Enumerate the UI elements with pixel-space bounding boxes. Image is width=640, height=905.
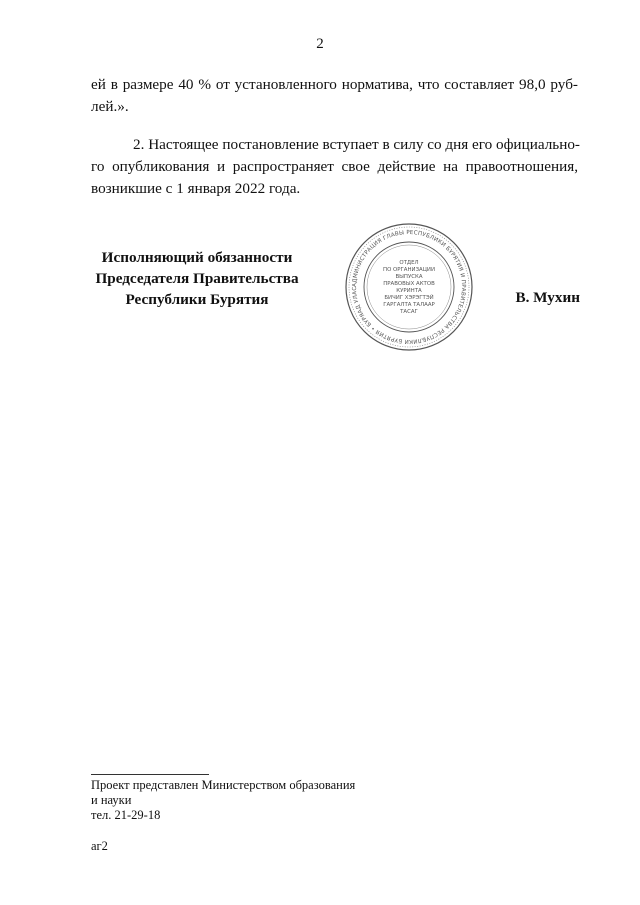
official-seal-stamp <box>344 222 474 352</box>
signatory-title-line: Республики Бурятия <box>125 291 269 308</box>
footer-line: тел. 21-29-18 <box>91 808 161 822</box>
seal-center-text: КУРИНТА <box>396 288 422 294</box>
footer-divider <box>91 774 209 775</box>
svg-text:АДМИНИСТРАЦИЯ ГЛАВЫ РЕСПУБЛИКИ <box>352 230 466 344</box>
seal-center-text: ОТДЕЛ <box>399 260 419 266</box>
page-number: 2 <box>316 36 324 52</box>
footer-line: и науки <box>91 793 132 807</box>
seal-center-text: ТАСАГ <box>400 309 418 315</box>
paragraph-line: 2. Настоящее постановление вступает в силу со дня его официально- <box>133 136 580 153</box>
seal-center-text: ГАРГАЛТА ТАЛААР <box>383 302 435 308</box>
footer-note <box>91 778 411 823</box>
paragraph-continuation <box>91 74 578 118</box>
signatory-name: В. Мухин <box>515 289 580 306</box>
seal-center-text: ВЫПУСКА <box>395 274 423 280</box>
signatory-title-line: Председателя Правительства <box>95 270 299 287</box>
footer-line: Проект представлен Министерством образования <box>91 778 356 792</box>
signatory-title-line: Исполняющий обязанности <box>101 249 293 266</box>
seal-center-text: ПРАВОВЫХ АКТОВ <box>383 281 435 287</box>
paragraph-effective-date <box>91 134 578 200</box>
paragraph-line: возникшие с 1 января 2022 года. <box>91 180 301 197</box>
paragraph-line: го опубликования и распространяет свое действие на правоотношения, <box>91 158 578 175</box>
signatory-title <box>91 247 303 310</box>
document-reference-code: аг2 <box>91 839 108 853</box>
paragraph-line: ей в размере 40 % от установленного норматива, что составляет 98,0 руб- <box>91 76 578 93</box>
paragraph-line: лей.». <box>91 98 129 115</box>
seal-ring-text: АДМИНИСТРАЦИЯ ГЛАВЫ РЕСПУБЛИКИ БУРЯТИЯ И ПРАВИТЕЛЬСТВА РЕСПУБЛИКИ БУРЯТИЯ • БУРЯАД УЛАС <box>351 229 467 345</box>
seal-center-text: БИЧИГ ХЭРЭГТЭЙ <box>384 295 434 301</box>
seal-center-text: ПО ОРГАНИЗАЦИИ <box>383 267 435 273</box>
